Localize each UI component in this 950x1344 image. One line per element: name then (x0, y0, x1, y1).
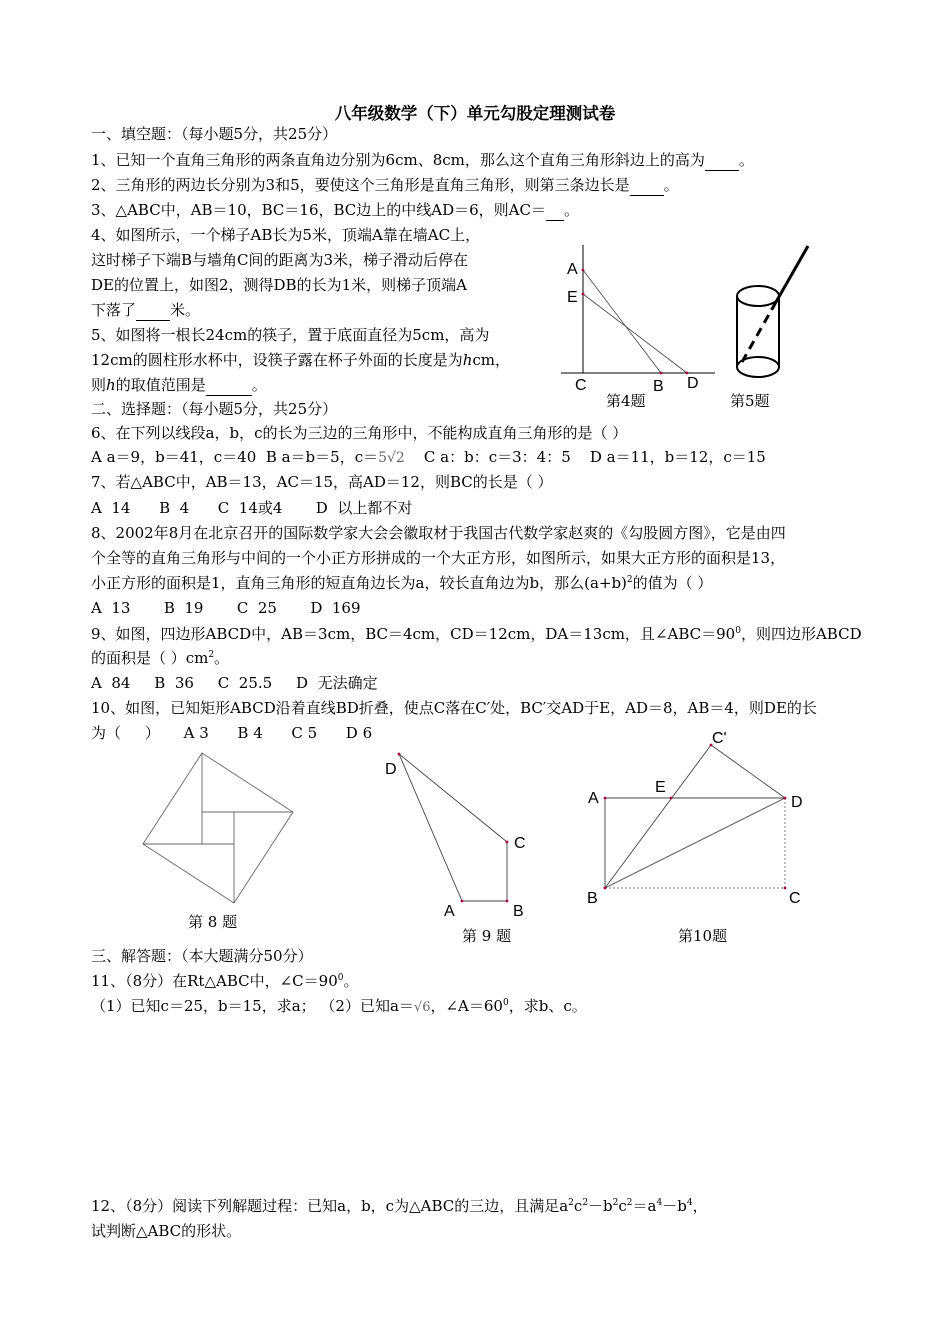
question-4-line-4 (91, 300, 200, 321)
question-3 (91, 200, 579, 221)
label-a: A (567, 261, 578, 278)
question-11-text-d: ，∠A＝60 (430, 997, 503, 1015)
question-9-text-c: 的面积是（ ）cm (91, 649, 209, 667)
question-4-end: 米。 (170, 301, 201, 319)
question-5-line-2 (91, 350, 510, 370)
question-11-text-a: 11、（8分）在Rt△ABC中，∠C＝90 (91, 972, 338, 990)
question-5-line-1: 5、如图将一根长24cm的筷子，置于底面直径为5cm，高为 (91, 326, 490, 344)
option-6d: D a＝11，b＝12，c＝15 (589, 448, 766, 466)
math-term: c (618, 1197, 627, 1215)
diagonal-bd (605, 798, 785, 888)
question-12-line-2: 试判断△ABC的形状。 (91, 1222, 242, 1240)
question-3-end: 。 (564, 201, 580, 219)
math-term: －b (588, 1197, 613, 1215)
point-a (582, 269, 585, 272)
question-12-line-1 (91, 1196, 708, 1216)
chopstick-inside (742, 302, 776, 362)
label-a: A (444, 903, 455, 920)
question-1-text: 1、已知一个直角三角形的两条直角边分别为6cm、8cm，那么这个直角三角形斜边上的高为 (91, 151, 705, 169)
figure-10-caption: 第10题 (678, 927, 728, 945)
figure-9-quadrilateral-diagram (380, 740, 540, 925)
cylinder-top (737, 286, 779, 306)
answer-blank-4[interactable] (136, 300, 170, 321)
figure-4-ladder-diagram (555, 240, 725, 400)
question-5-text-d: 的取值范围是 (115, 376, 206, 394)
figure-4-caption: 第4题 (606, 392, 646, 410)
variable-h: h (462, 351, 473, 369)
question-8-line-1: 8、2002年8月在北京召开的国际数学家大会会徽取材于我国古代数学家赵爽的《勾股圆方图》，它是由四 (91, 524, 786, 542)
label-d: D (385, 761, 397, 778)
quadrilateral-abcd (399, 754, 507, 901)
question-8-text-b: 的值为（ ） (632, 574, 713, 592)
question-5-text-b: cm， (472, 351, 511, 369)
label-e: E (655, 779, 666, 796)
point-c (784, 887, 787, 890)
label-c: C (575, 377, 587, 394)
label-b: B (653, 378, 664, 395)
figure-9-caption: 第 9 题 (462, 927, 512, 945)
label-e: E (567, 289, 578, 306)
question-8-text-a: 小正方形的面积是1，直角三角形的短直角边长为a，较长直角边为b，那么(a+b) (91, 574, 627, 592)
point-e (670, 797, 673, 800)
chopstick-outside (776, 246, 808, 302)
point-d (784, 797, 787, 800)
section-solve-heading: 三、解答题：（本大题满分50分） (91, 947, 313, 965)
label-b: B (587, 890, 598, 907)
label-b: B (513, 903, 524, 920)
question-6: 6、在下列以线段a，b，c的长为三边的三角形中，不能构成直角三角形的是（ ） (91, 424, 628, 442)
question-7-options: A 14 B 4 C 14或4 D 以上都不对 (91, 499, 413, 517)
question-4-text: 下落了 (91, 301, 137, 319)
question-5-end: 。 (251, 376, 267, 394)
figure-8-caption: 第 8 题 (188, 913, 238, 931)
label-d: D (687, 375, 699, 392)
superscript: 2 (208, 650, 215, 660)
question-8-line-3 (91, 573, 712, 593)
radical-5-root-2: 5√2 (378, 450, 405, 466)
point-d (686, 372, 689, 375)
question-9-options: A 84 B 36 C 25.5 D 无法确定 (91, 674, 378, 692)
question-8-options: A 13 B 19 C 25 D 169 (91, 599, 361, 617)
label-c: C (789, 890, 801, 907)
superscript: 2 (612, 1198, 619, 1208)
question-1 (91, 150, 754, 171)
math-term: －b (662, 1197, 687, 1215)
superscript: 0 (502, 998, 509, 1008)
question-1-end: 。 (738, 151, 754, 169)
question-5-text-a: 12cm的圆柱形水杯中，设筷子露在杯子外面的长度是为 (91, 351, 463, 369)
question-11-line-2 (91, 996, 587, 1018)
figure-5-caption: 第5题 (730, 392, 770, 410)
big-square (143, 753, 293, 903)
question-5-text-c: 则 (91, 376, 107, 394)
figure-5-cylinder-diagram (730, 242, 820, 387)
math-term: ＝a (632, 1197, 657, 1215)
question-2 (91, 175, 679, 196)
point-b (604, 887, 607, 890)
page-title: 八年级数学（下）单元勾股定理测试卷 (334, 104, 616, 123)
option-6c: C a：b：c＝3：4：5 (423, 448, 571, 466)
point-e (582, 293, 585, 296)
label-c-prime: C' (712, 730, 727, 747)
answer-blank-5[interactable] (206, 375, 252, 396)
ladder-ab (583, 270, 661, 373)
question-4-line-1: 4、如图所示，一个梯子AB长为5米，顶端A靠在墙AC上， (91, 226, 481, 244)
question-11-text-e: ，求b、c。 (508, 997, 587, 1015)
point-d (398, 753, 401, 756)
superscript: 4 (656, 1198, 663, 1208)
question-2-text: 2、三角形的两边长分别为3和5，要使这个三角形是直角三角形，则第三条边长是 (91, 176, 630, 194)
variable-h: h (106, 376, 116, 394)
question-4-line-3: DE的位置上，如图2，测得DB的长为1米，则梯子顶端A (91, 276, 467, 294)
question-12-text-a: 12、（8分）阅读下列解题过程：已知a，b，c为△ABC的三边，且满足a (91, 1197, 569, 1215)
question-9-line-2 (91, 648, 229, 668)
question-4-line-2: 这时梯子下端B与墙角C间的距离为3米，梯子滑动后停在 (91, 251, 469, 269)
superscript: 4 (686, 1198, 693, 1208)
question-11-text-b: 。 (343, 972, 359, 990)
radical-root-6: √6 (413, 1000, 431, 1015)
question-11-line-1 (91, 971, 358, 991)
question-11-text-c: （1）已知c＝25，b＝15，求a； （2）已知a＝ (91, 997, 414, 1015)
point-c (506, 841, 509, 844)
section-fill-blank-heading: 一、填空题：（每小题5分，共25分） (91, 125, 338, 143)
point-b (660, 372, 663, 375)
answer-blank-1[interactable] (705, 150, 739, 171)
question-12-text-b: ， (692, 1197, 708, 1215)
question-2-end: 。 (663, 176, 679, 194)
ladder-de (583, 294, 687, 373)
label-a: A (588, 790, 599, 807)
point-a (604, 797, 607, 800)
point-b (506, 900, 509, 903)
answer-blank-2[interactable] (630, 175, 664, 196)
label-d: D (791, 794, 803, 811)
question-7: 7、若△ABC中，AB＝13，AC＝15，高AD＝12，则BC的长是（ ） (91, 473, 553, 491)
math-term: c (573, 1197, 583, 1215)
superscript: 0 (735, 626, 741, 636)
segment-bc-prime (605, 745, 711, 888)
superscript: 2 (582, 1198, 589, 1208)
section-choice-heading: 二、选择题：（每小题5分，共25分） (91, 400, 338, 418)
question-10-line-2: 为（ ） A 3 B 4 C 5 D 6 (91, 724, 373, 742)
superscript: 2 (626, 575, 633, 585)
question-5-line-3 (91, 375, 267, 396)
figure-8-pinwheel-diagram (140, 750, 300, 910)
superscript: 2 (568, 1198, 574, 1208)
superscript: 0 (337, 973, 344, 983)
answer-blank-3[interactable] (546, 200, 564, 221)
label-c: C (514, 835, 526, 852)
superscript: 2 (626, 1198, 633, 1208)
option-6b: B a＝b＝5，c＝ (265, 448, 379, 466)
question-10-line-1: 10、如图，已知矩形ABCD沿着直线BD折叠，使点C落在C′处，BC′交AD于E，AD＝8，AB＝4，则DE的长 (91, 699, 817, 717)
question-9-text-a: 9、如图，四边形ABCD中，AB＝3cm，BC＝4cm，CD＝12cm，DA＝13cm，且∠ABC＝90 (91, 625, 736, 643)
question-3-text: 3、△ABC中，AB＝10，BC＝16，BC边上的中线AD＝6，则AC＝ (91, 201, 546, 219)
question-9-line-1 (91, 624, 862, 644)
question-9-text-d: 。 (214, 649, 230, 667)
question-6-options (91, 447, 766, 468)
question-9-text-b: ，则四边形ABCD (740, 625, 862, 643)
question-8-line-2: 个全等的直角三角形与中间的一个小正方形拼成的一个大正方形，如图所示，如果大正方形的面积是13， (91, 549, 786, 567)
figure-10-folded-rectangle-diagram (580, 725, 820, 915)
option-6a: A a＝9，b＝41，c＝40 (91, 448, 257, 466)
point-a (461, 900, 464, 903)
segment-c-prime-d (711, 745, 785, 798)
